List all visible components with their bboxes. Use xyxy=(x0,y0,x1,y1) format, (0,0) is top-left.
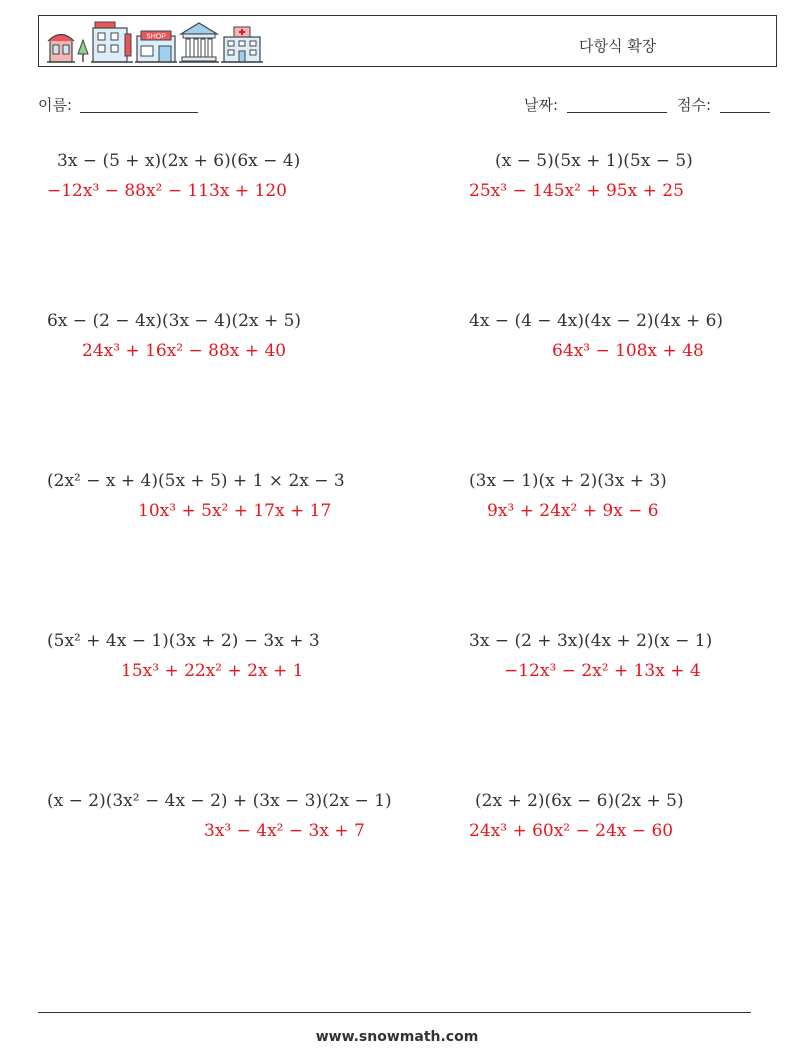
problem-1-answer: −12x³ − 88x² − 113x + 120 xyxy=(47,181,287,201)
name-field[interactable] xyxy=(80,112,198,113)
footer-url[interactable]: www.snowmath.com xyxy=(315,1029,479,1045)
problem-4-answer: 64x³ − 108x + 48 xyxy=(552,341,704,361)
shop-icon xyxy=(135,30,177,64)
date-field[interactable] xyxy=(567,112,667,113)
problem-3-question: 6x − (2 − 4x)(3x − 4)(2x + 5) xyxy=(47,311,302,331)
name-label: 이름: xyxy=(38,96,73,114)
problem-7-question: (5x² + 4x − 1)(3x + 2) − 3x + 3 xyxy=(47,631,320,651)
problem-8-question: 3x − (2 + 3x)(4x + 2)(x − 1) xyxy=(469,631,713,651)
svg-text:SHOP: SHOP xyxy=(146,33,166,41)
worksheet-header xyxy=(38,15,777,67)
problem-10-question: (2x + 2)(6x − 6)(2x + 5) xyxy=(475,791,684,811)
problem-4-question: 4x − (4 − 4x)(4x − 2)(4x + 6) xyxy=(469,311,724,331)
problem-8-answer: −12x³ − 2x² + 13x + 4 xyxy=(504,661,701,681)
problem-2-question: (x − 5)(5x + 1)(5x − 5) xyxy=(495,151,693,171)
problem-5-answer: 10x³ + 5x² + 17x + 17 xyxy=(138,501,332,521)
problem-5-question: (2x² − x + 4)(5x + 5) + 1 × 2x − 3 xyxy=(47,471,345,491)
date-label: 날짜: xyxy=(524,96,559,114)
footer-divider xyxy=(38,1012,751,1013)
bank-icon xyxy=(179,20,219,64)
problem-10-answer: 24x³ + 60x² − 24x − 60 xyxy=(469,821,674,841)
problem-6-question: (3x − 1)(x + 2)(3x + 3) xyxy=(469,471,667,491)
problem-9-answer: 3x³ − 4x² − 3x + 7 xyxy=(204,821,365,841)
hospital-icon xyxy=(221,26,263,64)
problem-2-answer: 25x³ − 145x² + 95x + 25 xyxy=(469,181,684,201)
problem-7-answer: 15x³ + 22x² + 2x + 1 xyxy=(121,661,304,681)
tree-icon xyxy=(77,30,89,64)
house-icon xyxy=(47,30,75,64)
header-icons xyxy=(47,20,263,64)
apartment-icon xyxy=(91,20,133,64)
score-field[interactable] xyxy=(720,112,770,113)
problem-1-question: 3x − (5 + x)(2x + 6)(6x − 4) xyxy=(57,151,301,171)
problem-6-answer: 9x³ + 24x² + 9x − 6 xyxy=(487,501,659,521)
problem-3-answer: 24x³ + 16x² − 88x + 40 xyxy=(82,341,287,361)
problem-9-question: (x − 2)(3x² − 4x − 2) + (3x − 3)(2x − 1) xyxy=(47,791,392,811)
score-label: 점수: xyxy=(677,96,712,114)
worksheet-title: 다항식 확장 xyxy=(579,37,657,55)
